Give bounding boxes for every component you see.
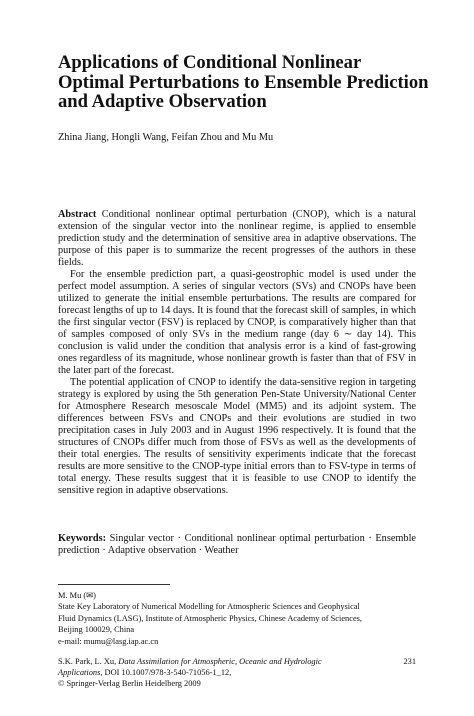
title-line: Applications of Conditional Nonlinear (58, 52, 362, 73)
footer-citation-line (58, 656, 322, 667)
keywords-label: Keywords: (58, 533, 107, 544)
author-list: Zhina Jiang, Hongli Wang, Feifan Zhou and Mu Mu (58, 132, 274, 143)
footer-doi-line (58, 667, 416, 678)
title-line: Optimal Perturbations to Ensemble Prediction (58, 71, 429, 93)
abstract (58, 209, 416, 497)
footer-doi: , DOI 10.1007/978-3-540-71056-1_12, (100, 668, 232, 678)
abstract-paragraph-3: The potential application of CNOP to identify the data-sensitive region in targeting strategy is explored by using the 5th generation Pen-State University/National Center for Atmosphere Research mesoscale Model (MM5) and its adjoint system. The differences between FSVs and CNOPs and their evolutions are studied in two precipitation cases in July 2003 and in August 1996 respectively. It is found that the structures of CNOPs differ much from those of FSVs as well as the developments of their total energies. The results of sensitivity experiments indicate that the forecast results are more sensitive to the CNOP-type initial errors than to FSV-type in terms of total energy. These results suggest that it is feasible to use CNOP to identify the sensitive region in adaptive observations. (58, 377, 416, 496)
contact-address: Beijing 100029, China (58, 625, 135, 635)
author-contact (58, 590, 416, 647)
footer-book-title: Data Assimilation for Atmospheric, Oceanic and Hydrologic (118, 657, 322, 666)
title-line: and Adaptive Observation (58, 91, 267, 113)
contact-affiliation-line: Fluid Dynamics (LASG), Institute of Atmospheric Physics, Chinese Academy of Sciences, (58, 613, 363, 623)
paper-title (58, 52, 429, 113)
footer-book-title-cont: Applications (58, 668, 101, 678)
contact-email: e-mail: mumu@lasg.iap.ac.cn (58, 636, 159, 646)
contact-affiliation-line: State Key Laboratory of Numerical Modelling for Atmospheric Sciences and Geophysical (58, 602, 360, 612)
abstract-label: Abstract (58, 209, 97, 220)
footer-row (58, 656, 416, 667)
page-number: 231 (403, 657, 416, 666)
citation-footer (58, 656, 416, 690)
abstract-paragraph-1 (58, 209, 416, 269)
footnote-divider (58, 584, 170, 585)
keywords-text: Singular vector · Conditional nonlinear optimal perturbation · Ensemble prediction · Adaptive observation · Weather (58, 533, 416, 556)
footer-editors: S.K. Park, L. Xu, (58, 657, 117, 666)
abstract-text-1: Conditional nonlinear optimal perturbation (CNOP), which is a natural extension of the singular vector into the nonlinear regime, is applied to ensemble prediction study and the determination of sensitive area in adaptive observations. The purpose of this paper is to summarize the recent progresses of the authors in these fields. (58, 209, 416, 268)
footer-copyright: © Springer-Verlag Berlin Heidelberg 2009 (58, 679, 201, 689)
contact-author: M. Mu (✉) (58, 591, 96, 600)
keywords (58, 533, 416, 557)
abstract-paragraph-2: For the ensemble prediction part, a quasi-geostrophic model is used under the perfect model assumption. A series of singular vectors (SVs) and CNOPs have been utilized to generate the initial ensemble perturbations. The results are compared for forecast lengths of up to 14 days. It is found that the forecast skill of samples, in which the first singular vector (FSV) is replaced by CNOP, is comparatively higher than that of samples composed of only SVs in the medium range (day 6 ∼ day 14). This conclusion is valid under the condition that analysis error is a kind of fast-growing ones regardless of its magnitude, whose nonlinear growth is faster than that of FSV in the later part of the forecast. (58, 269, 416, 376)
